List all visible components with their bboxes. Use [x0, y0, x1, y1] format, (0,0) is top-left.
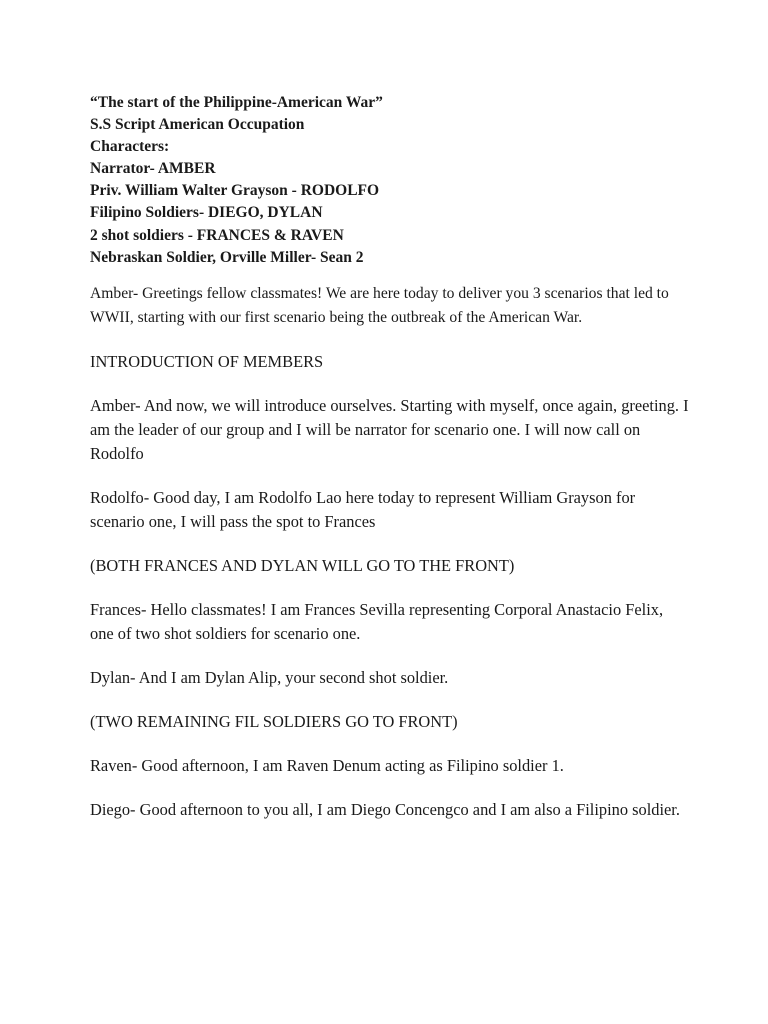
script-paragraph: Diego- Good afternoon to you all, I am Diego Concengco and I am also a Filipino soldier. — [90, 799, 680, 819]
document-subtitle: S.S Script American Occupation — [90, 116, 305, 134]
script-paragraph: Amber- Greetings fellow classmates! We are here today to deliver you 3 scenarios that led to WWII, starting with our first scenario being the outbreak of the American War. — [90, 284, 669, 326]
script-paragraph: Rodolfo- Good day, I am Rodolfo Lao here today to represent William Grayson for scenario one, I will pass the spot to Frances — [90, 487, 636, 531]
character-line: Nebraskan Soldier, Orville Miller- Sean 2 — [90, 248, 364, 266]
character-line: Priv. William Walter Grayson - RODOLFO — [90, 182, 380, 200]
character-line: 2 shot soldiers - FRANCES & RAVEN — [90, 226, 344, 244]
script-paragraph: Amber- And now, we will introduce ourselves. Starting with myself, once again, greeting. I am the leader of our group and I will be narrator for scenario one. I will now call on Rodolfo — [90, 395, 689, 463]
document-title: “The start of the Philippine-American War” — [90, 94, 383, 111]
characters-heading: Characters: — [90, 138, 170, 156]
section-heading: INTRODUCTION OF MEMBERS — [90, 351, 324, 371]
character-line: Narrator- AMBER — [90, 160, 216, 178]
document-page — [90, 92, 690, 822]
script-paragraph: Raven- Good afternoon, I am Raven Denum acting as Filipino soldier 1. — [90, 755, 564, 775]
script-paragraph: Frances- Hello classmates! I am Frances Sevilla representing Corporal Anastacio Felix, one of two shot soldiers for scenario one. — [90, 599, 664, 643]
character-line: Filipino Soldiers- DIEGO, DYLAN — [90, 204, 323, 222]
script-paragraph: Dylan- And I am Dylan Alip, your second shot soldier. — [90, 667, 449, 687]
stage-direction: (BOTH FRANCES AND DYLAN WILL GO TO THE FRONT) — [90, 555, 515, 575]
stage-direction: (TWO REMAINING FIL SOLDIERS GO TO FRONT) — [90, 711, 458, 731]
